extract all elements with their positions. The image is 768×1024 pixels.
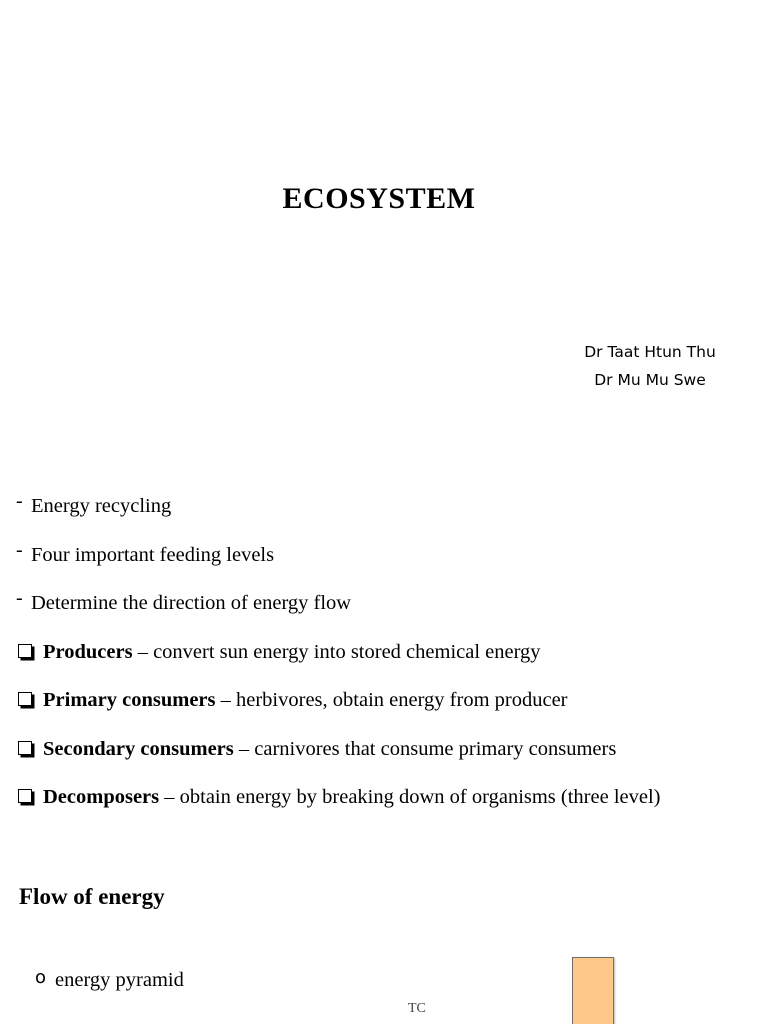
list-item-text: [43, 735, 616, 763]
author-name: Dr Mu Mu Swe: [594, 371, 706, 389]
term-description: – herbivores, obtain energy from producer: [215, 689, 568, 711]
term-label: Secondary consumers: [43, 737, 234, 760]
document-title: ECOSYSTEM: [282, 182, 476, 215]
list-item: [16, 735, 756, 784]
feeding-levels-list: [16, 492, 756, 832]
term-label: Primary consumers: [43, 689, 216, 711]
term-label: Producers: [43, 640, 133, 663]
list-item-text: [43, 686, 568, 714]
square-bullet-icon: [18, 644, 32, 658]
list-item: [16, 492, 756, 541]
list-item-text: Determine the direction of energy flow: [31, 592, 352, 614]
circle-bullet-icon: o: [35, 967, 47, 988]
list-item: [16, 638, 756, 687]
list-item-text: [43, 783, 661, 811]
square-bullet-icon: [18, 692, 32, 706]
dash-bullet-icon: -: [16, 587, 23, 609]
sub-list-item-text: energy pyramid: [55, 969, 184, 991]
dash-bullet-icon: -: [16, 538, 23, 561]
author-name: Dr Taat Htun Thu: [584, 343, 716, 361]
pyramid-bar: [572, 957, 614, 1024]
list-item: [16, 589, 756, 638]
term-description: – obtain energy by breaking down of organisms (three level): [159, 786, 661, 808]
section-heading: Flow of energy: [19, 884, 165, 909]
pyramid-level-label: TC: [408, 1001, 426, 1016]
list-item-text: [43, 638, 541, 666]
dash-bullet-icon: -: [16, 490, 23, 512]
term-description: – carnivores that consume primary consumers: [233, 737, 617, 760]
term-description: – convert sun energy into stored chemical energy: [132, 640, 541, 663]
list-item: [16, 686, 756, 735]
list-item-text: Energy recycling: [31, 495, 172, 517]
list-item-text: Four important feeding levels: [31, 543, 275, 566]
term-label: Decomposers: [43, 786, 160, 808]
square-bullet-icon: [18, 789, 32, 803]
list-item: [16, 783, 756, 832]
list-item: [16, 538, 756, 590]
square-bullet-icon: [18, 741, 32, 755]
author-block: [560, 338, 740, 394]
